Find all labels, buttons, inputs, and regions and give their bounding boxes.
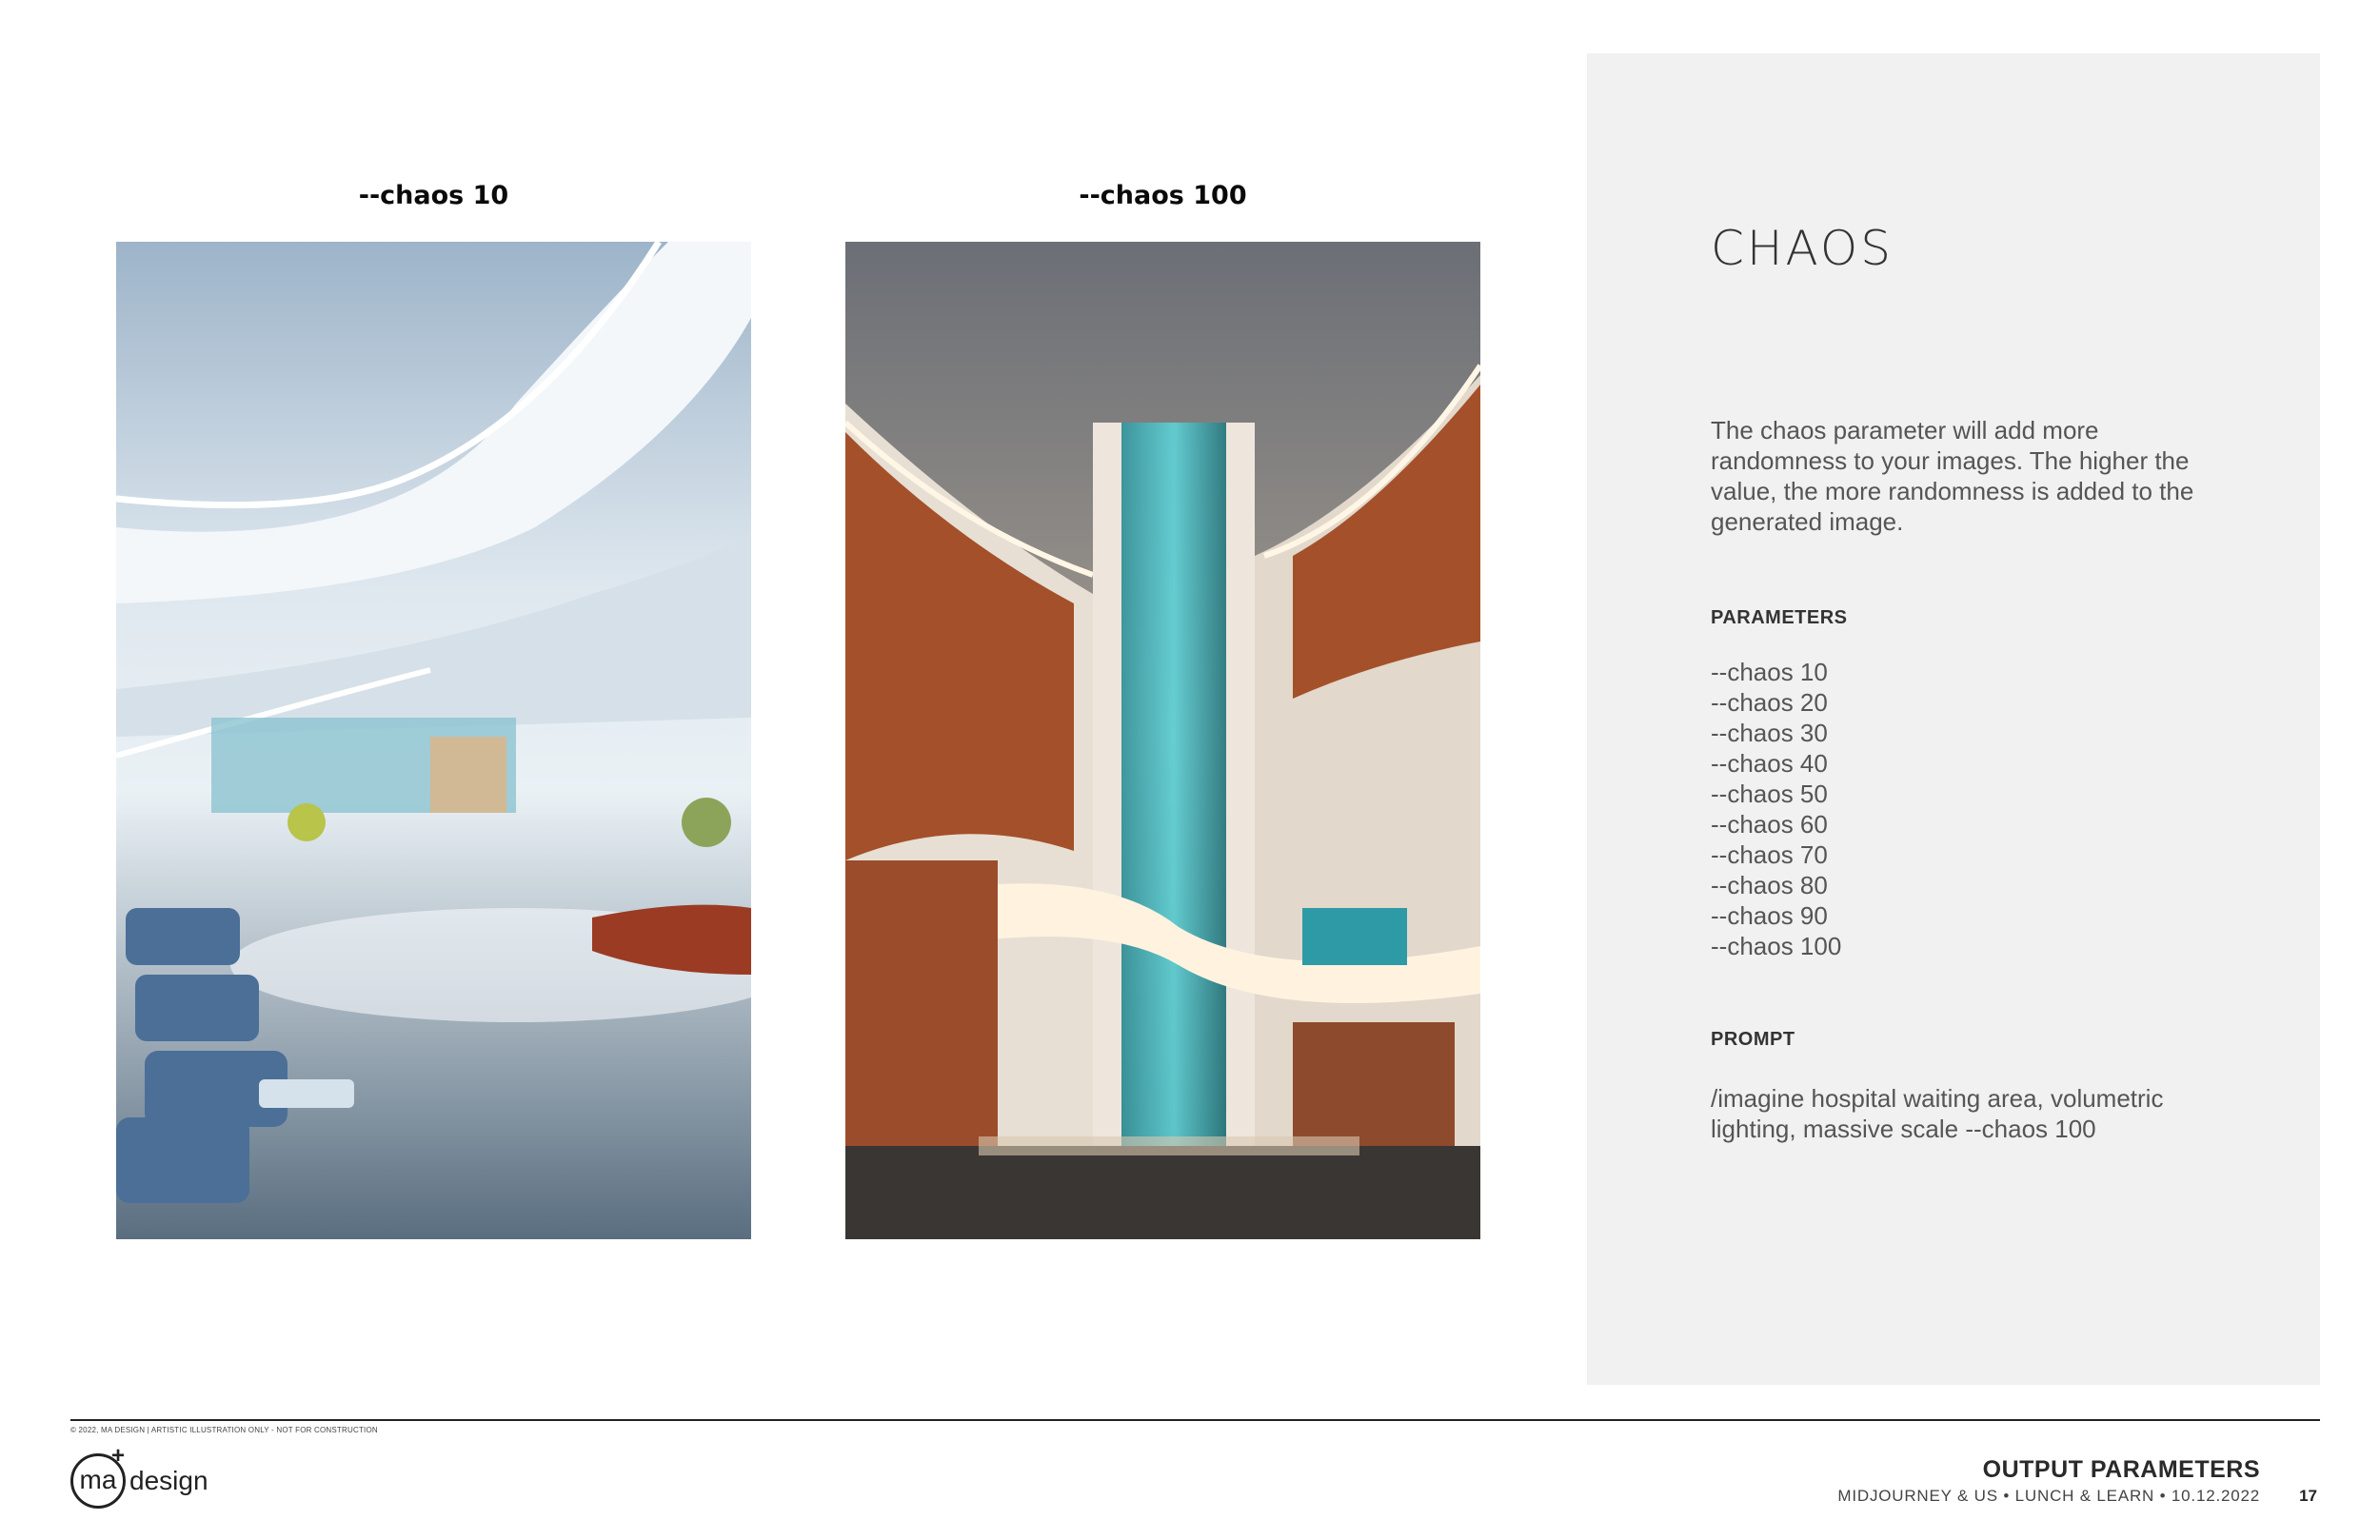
image-caption-chaos-100: --chaos 100 (1079, 181, 1247, 210)
parameter-item: --chaos 100 (1711, 932, 1842, 960)
panel-description: The chaos parameter will add more randomness to your images. The higher the value, the more randomness is added to the generated image. (1711, 416, 2194, 536)
parameters-label: PARAMETERS (1711, 607, 1848, 628)
parameter-item: --chaos 50 (1711, 780, 1828, 808)
logo-plus: + (110, 1443, 125, 1469)
panel-title: CHAOS (1711, 221, 1894, 276)
parameter-item: --chaos 40 (1711, 749, 1828, 778)
parameter-item: --chaos 60 (1711, 810, 1828, 839)
logo-text: design (129, 1466, 208, 1495)
prompt-label: PROMPT (1711, 1029, 1795, 1050)
render-image-chaos-10 (116, 242, 751, 1239)
image-caption-chaos-10: --chaos 10 (358, 181, 509, 210)
parameter-item: --chaos 10 (1711, 658, 1828, 686)
logo-ma: ma (79, 1465, 117, 1494)
footer-section-title: OUTPUT PARAMETERS (1982, 1456, 2260, 1483)
page-number: 17 (2299, 1487, 2317, 1505)
parameter-item: --chaos 20 (1711, 688, 1828, 717)
parameter-item: --chaos 90 (1711, 901, 1828, 930)
ma-design-logo (70, 1443, 208, 1510)
logo-mark (70, 1443, 126, 1509)
info-panel (1587, 53, 2320, 1385)
footer-copyright: © 2022, MA DESIGN | ARTISTIC ILLUSTRATION ONLY - NOT FOR CONSTRUCTION (70, 1426, 378, 1434)
parameter-item: --chaos 70 (1711, 840, 1828, 869)
parameters-list (1711, 657, 1841, 961)
parameter-item: --chaos 80 (1711, 871, 1828, 899)
footer-subtitle: MIDJOURNEY & US • LUNCH & LEARN • 10.12.2022 (1837, 1487, 2260, 1505)
footer-divider (70, 1419, 2320, 1421)
render-image-chaos-100 (845, 242, 1480, 1239)
parameter-item: --chaos 30 (1711, 719, 1828, 747)
prompt-text: /imagine hospital waiting area, volumetric lighting, massive scale --chaos 100 (1711, 1084, 2164, 1143)
